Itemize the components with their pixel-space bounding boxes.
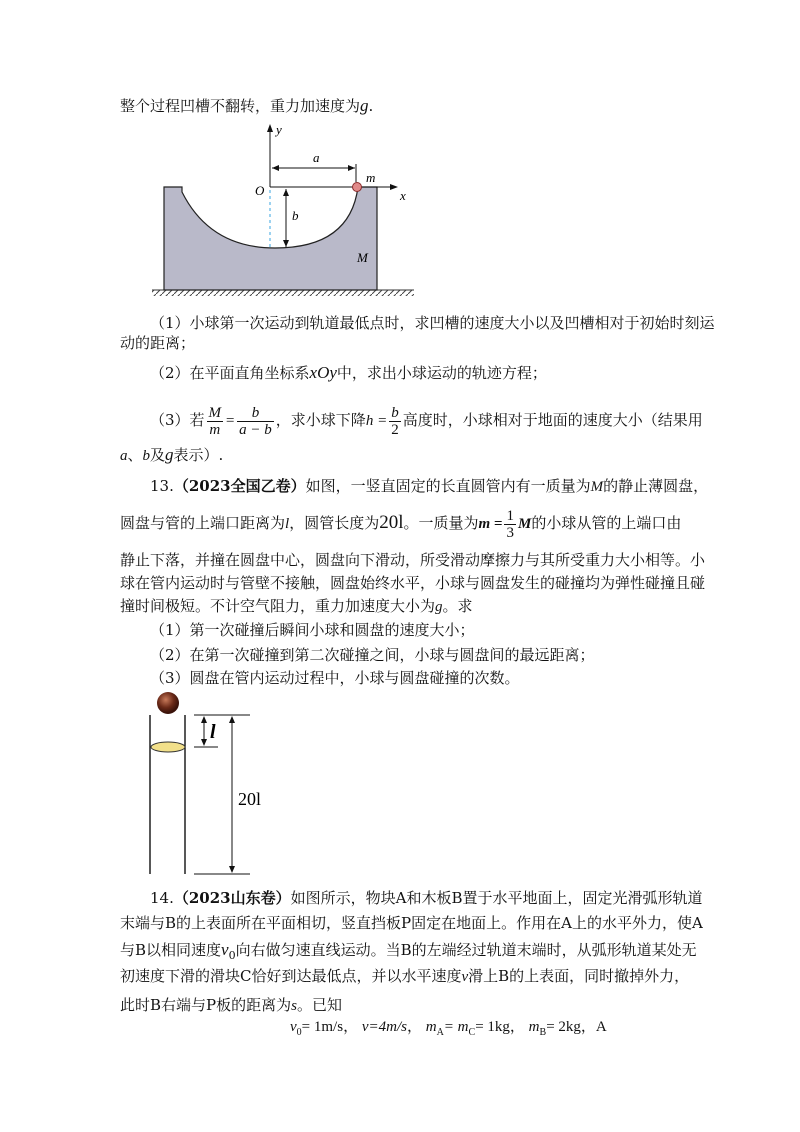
math-value: v=4m/s [361, 1019, 407, 1035]
x-axis-label: x [400, 188, 406, 203]
question-text: 。求 [442, 597, 473, 615]
dimension-b-label: b [292, 208, 299, 223]
dimension-a-label: a [313, 150, 320, 165]
math-symbol: v [221, 940, 229, 959]
math-symbol: xOy [309, 363, 337, 382]
text-line [120, 333, 195, 353]
text-line [120, 940, 697, 966]
text-line [120, 995, 342, 1016]
punctuation: ，A [580, 1019, 607, 1035]
math-value: = 2kg [546, 1019, 581, 1035]
fraction-b-over-a-minus-b: $\frac{b}{a - b}$ [239, 404, 272, 438]
math-symbol: m [528, 1019, 540, 1035]
question-text: 与B以相同速度 [120, 941, 222, 959]
subscript: 0 [228, 949, 236, 962]
math-value: = 1kg [475, 1019, 510, 1035]
ball-mass-label: m [366, 170, 376, 185]
math-symbol: m = [478, 516, 503, 532]
paragraph-text: 整个过程凹槽不翻转，重力加速度为 [120, 97, 361, 115]
question-part: （3）圆盘在管内运动过程中，小球与圆盘碰撞的次数。 [150, 669, 520, 687]
ground-hatch [152, 290, 414, 296]
text-line [150, 476, 708, 497]
text-line [120, 445, 223, 466]
math-symbol: g [435, 599, 443, 615]
math-symbol: b [142, 448, 151, 464]
math-symbol: M [590, 479, 604, 495]
question-text: 如图，一竖直固定的长直圆管内有一质量为 [305, 477, 591, 495]
question-text: 静止下落，并撞在圆盘中心，圆盘向下滑动，所受滑动摩擦力与其所受重力大小相等。小 [120, 551, 706, 569]
math-symbol: v [290, 1019, 297, 1035]
text: 及 [150, 446, 166, 464]
dimension-b-arrow-top [283, 189, 289, 196]
question-part: 高度时，小球相对于地面的速度大小（结果用 [402, 411, 703, 429]
x-axis-arrow [390, 184, 398, 190]
disk [151, 742, 185, 752]
question-part: ，求小球下降 [275, 411, 366, 429]
question-part: （2）在平面直角坐标系 [150, 364, 310, 382]
text-line [150, 363, 547, 383]
question-text: 滑上B的上表面，同时撤掉外力， [468, 967, 690, 985]
text-line [120, 913, 703, 933]
y-axis-label: y [276, 122, 282, 137]
text-line [150, 620, 475, 640]
fraction-b-over-2: $\frac{b}{2}$ [391, 404, 399, 438]
paragraph-text: . [368, 97, 374, 115]
text-line [120, 573, 705, 593]
falling-ball [157, 692, 179, 714]
question-text: 向右做匀速直线运动。当B的左端经过轨道末端时，从弧形轨道某处无 [235, 941, 697, 959]
question-part: （1）小球第一次运动到轨道最低点时，求凹槽的速度大小以及凹槽相对于初始时刻运 [150, 314, 715, 332]
origin-label: O [255, 183, 265, 198]
dimension-a-arrow-left [272, 165, 279, 171]
text-line [120, 96, 373, 116]
length-arrow-top [229, 716, 235, 723]
question-part: （2）在第一次碰撞到第二次碰撞之间，小球与圆盘间的最远距离； [150, 646, 595, 664]
subscript: B [539, 1027, 547, 1038]
question-text: 球在管内运动时与管壁不接触，圆盘始终水平，小球与圆盘发生的碰撞均为弹性碰撞且碰 [120, 574, 706, 592]
math-symbol: m [425, 1019, 437, 1035]
question-text: 此时B右端与P板的距离为 [120, 996, 292, 1014]
math-symbol: l [285, 516, 290, 532]
punctuation: ， [343, 1019, 359, 1035]
punctuation: ， [509, 1019, 525, 1035]
question-source: （2023全国乙卷） [173, 477, 306, 495]
question-part: 中，求出小球运动的轨迹方程； [336, 364, 547, 382]
math-symbol: g [165, 445, 174, 464]
question-text: 圆盘与管的上端口距离为 [120, 514, 286, 532]
question-text: 的小球从管的上端口由 [531, 514, 682, 532]
question-source: （2023山东卷） [173, 889, 291, 907]
subscript: 0 [296, 1027, 302, 1038]
punctuation: 、 [127, 446, 143, 464]
question-text: 的静止薄圆盘， [603, 477, 709, 495]
fraction-one-third: $\frac{1}{3}$ [506, 507, 514, 541]
l-arrow-bottom [201, 739, 207, 746]
question-text: 如图所示，物块A和木板B置于水平地面上，固定光滑弧形轨道 [290, 889, 703, 907]
question-text: 。一质量为 [403, 514, 479, 532]
subscript: C [468, 1027, 476, 1038]
text-line [120, 596, 473, 617]
math-symbol: M [517, 516, 532, 532]
math-symbol: = [225, 413, 236, 429]
math-symbol: g [360, 96, 369, 115]
dimension-b-arrow-bottom [283, 240, 289, 247]
question-part: 动的距离； [120, 334, 196, 352]
length-label: 20l [238, 789, 262, 809]
question-text: 初速度下滑的滑块C恰好到达最低点，并以水平速度 [120, 967, 462, 985]
text-line [150, 645, 595, 665]
text-line [150, 313, 715, 333]
question-text: ，圆管长度为 [289, 514, 380, 532]
text-line [120, 505, 681, 542]
question-text: 。已知 [296, 996, 342, 1014]
math-symbol: = m [443, 1019, 469, 1035]
subscript: A [436, 1027, 444, 1038]
question-part: （1）第一次碰撞后瞬间小球和圆盘的速度大小； [150, 621, 475, 639]
math-symbol: v [461, 969, 469, 985]
punctuation: ， [406, 1019, 422, 1035]
y-axis-arrow [267, 124, 273, 132]
text: 表示）. [173, 446, 224, 464]
groove-diagram [150, 120, 420, 300]
question-text: 末端与B的上表面所在平面相切，竖直挡板P固定在地面上。作用在A上的水平外力，使A [120, 914, 703, 932]
question-number: 13. [150, 477, 174, 495]
tube-diagram [140, 688, 270, 876]
length-arrow-bottom [229, 866, 235, 873]
l-arrow-top [201, 716, 207, 723]
question-part: （3）若 [150, 411, 205, 429]
groove-mass-label: M [357, 250, 368, 265]
question-text: 撞时间极短。不计空气阻力，重力加速度大小为 [120, 597, 436, 615]
text-line [120, 966, 689, 987]
text-line [150, 888, 702, 908]
dimension-a-arrow-right [348, 165, 355, 171]
text-line [290, 1017, 607, 1043]
math-symbol: a [120, 448, 128, 464]
question-number: 14. [150, 889, 174, 907]
text-line [150, 400, 703, 441]
math-symbol: h = [365, 413, 388, 429]
fraction-M-over-m: $\frac{M}{m}$ [208, 404, 222, 438]
l-label: l [210, 721, 216, 743]
text-line [120, 550, 705, 570]
ball [353, 183, 362, 192]
math-symbol: s [291, 998, 297, 1014]
math-value: = 1m/s [301, 1019, 344, 1035]
text-line [150, 668, 520, 688]
math-symbol: 20l [379, 512, 404, 533]
